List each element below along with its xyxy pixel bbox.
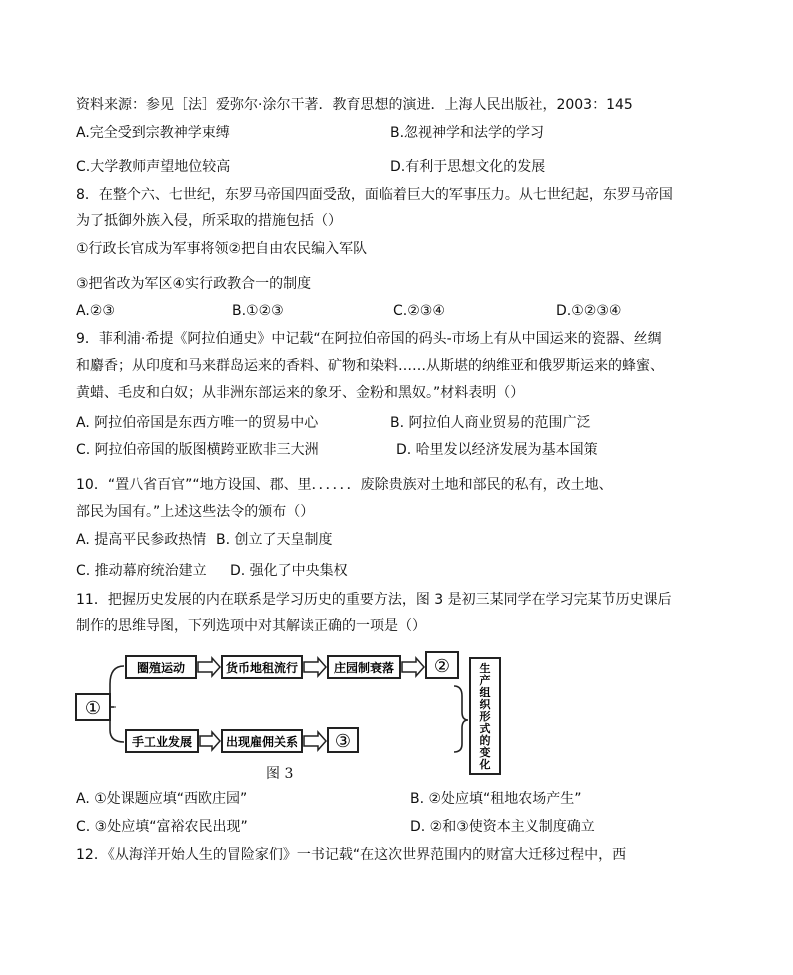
svg-text:式: 式 xyxy=(479,722,491,735)
q10-stem-line1: 10．“置八省百官”“地方设国、郡、里．．．．．．废除贵族对土地和部民的私有，改土地、 xyxy=(76,477,613,493)
q9-option-d: D. 哈里发以经济发展为基本国策 xyxy=(396,442,598,458)
figure-caption: 图 3 xyxy=(266,766,294,782)
q8-option-d: D.①②③④ xyxy=(556,303,622,319)
node-wage-labor xyxy=(222,730,302,752)
mind-map-figure xyxy=(70,644,510,780)
q10-option-a: A. 提高平民参政热情 xyxy=(76,532,207,548)
q12-stem-line1: 12．《从海洋开始人生的冒险家们》一书记载“在这次世界范围内的财富大迁移过程中，西 xyxy=(76,847,627,863)
node-blank-3 xyxy=(328,728,358,752)
node-enclosure-movement xyxy=(126,656,196,678)
arrow-bottom-1 xyxy=(200,732,220,750)
q10-option-b: B. 创立了天皇制度 xyxy=(216,532,333,548)
arrow-top-2 xyxy=(304,658,326,676)
q8-items-1-2: ①行政长官成为军事将领②把自由农民编入军队 xyxy=(76,241,368,257)
q7-option-c: C.大学教师声望地位较高 xyxy=(76,159,231,175)
q11-option-b: B. ②处应填“租地农场产生” xyxy=(410,791,582,807)
start-box xyxy=(76,694,110,720)
q8-items-3-4: ③把省改为军区④实行政教合一的制度 xyxy=(76,276,312,292)
q11-stem-line2: 制作的思维导图，下列选项中对其解读正确的一项是（） xyxy=(76,618,426,634)
q9-stem-line3: 黄蜡、毛皮和白奴；从非洲东部运来的象牙、金粉和黑奴。”材料表明（） xyxy=(76,385,525,401)
q9-option-b: B. 阿拉伯人商业贸易的范围广泛 xyxy=(390,415,591,431)
arrow-top-1 xyxy=(198,658,220,676)
q8-stem-line2: 为了抵御外族入侵，所采取的措施包括（） xyxy=(76,213,342,229)
q9-stem-line2: 和麝香；从印度和马来群岛运来的香料、矿物和染料……从斯堪的纳维亚和俄罗斯运来的蜂蜜、 xyxy=(76,358,664,374)
q7-option-d: D.有利于思想文化的发展 xyxy=(390,159,546,175)
svg-text:出现雇佣关系: 出现雇佣关系 xyxy=(225,735,299,749)
right-brace xyxy=(454,686,468,752)
svg-text:圈殖运动: 圈殖运动 xyxy=(136,661,186,675)
conclusion-box xyxy=(470,658,500,774)
q9-option-a: A. 阿拉伯帝国是东西方唯一的贸易中心 xyxy=(76,415,319,431)
q8-option-b: B.①②③ xyxy=(232,303,284,319)
arrow-bottom-2 xyxy=(304,732,326,750)
svg-text:货币地租流行: 货币地租流行 xyxy=(225,661,299,675)
svg-text:生: 生 xyxy=(479,662,491,675)
arrow-top-3 xyxy=(402,658,424,676)
q11-option-d: D. ②和③使资本主义制度确立 xyxy=(410,819,595,835)
q11-option-a: A. ①处课题应填“西欧庄园” xyxy=(76,791,248,807)
branch-bracket xyxy=(110,666,124,742)
source-line: 资料来源：参见［法］爱弥尔·涂尔干著．教育思想的演进．上海人民出版社，2003：145 xyxy=(76,97,633,113)
node-blank-2 xyxy=(426,652,458,678)
q10-option-c: C. 推动幕府统治建立 xyxy=(76,563,207,579)
q9-option-c: C. 阿拉伯帝国的版图横跨亚欧非三大洲 xyxy=(76,442,319,458)
svg-text:的: 的 xyxy=(479,734,491,747)
svg-text:③: ③ xyxy=(334,731,352,752)
svg-text:化: 化 xyxy=(479,758,491,771)
q11-stem-line1: 11．把握历史发展的内在联系是学习历史的重要方法，图 3 是初三某同学在学习完某节历史课后 xyxy=(76,592,672,608)
svg-text:组: 组 xyxy=(479,686,491,699)
svg-text:变: 变 xyxy=(479,746,491,759)
q8-stem-line1: 8．在整个六、七世纪，东罗马帝国四面受敌，面临着巨大的军事压力。从七世纪起，东罗马帝国 xyxy=(76,187,673,203)
svg-text:织: 织 xyxy=(479,698,491,711)
node-manor-decline xyxy=(328,656,400,678)
svg-text:手工业发展: 手工业发展 xyxy=(131,735,193,749)
q8-option-c: C.②③④ xyxy=(393,303,445,319)
svg-text:②: ② xyxy=(433,656,451,677)
q7-option-a: A.完全受到宗教神学束缚 xyxy=(76,125,230,141)
node-money-rent xyxy=(222,656,302,678)
svg-text:形: 形 xyxy=(479,710,491,723)
q11-option-c: C. ③处应填“富裕农民出现” xyxy=(76,819,248,835)
q7-option-b: B.忽视神学和法学的学习 xyxy=(390,125,545,141)
q8-option-a: A.②③ xyxy=(76,303,115,319)
svg-text:①: ① xyxy=(84,698,102,719)
node-handicraft xyxy=(126,730,198,752)
q9-stem-line1: 9．菲利浦·希提《阿拉伯通史》中记载“在阿拉伯帝国的码头-市场上有从中国运来的瓷器、丝绸 xyxy=(76,331,662,347)
svg-text:产: 产 xyxy=(479,674,491,687)
q10-option-d: D. 强化了中央集权 xyxy=(230,563,348,579)
svg-text:庄园制衰落: 庄园制衰落 xyxy=(333,661,395,675)
q10-stem-line2: 部民为国有。”上述这些法令的颁布（） xyxy=(76,504,315,520)
